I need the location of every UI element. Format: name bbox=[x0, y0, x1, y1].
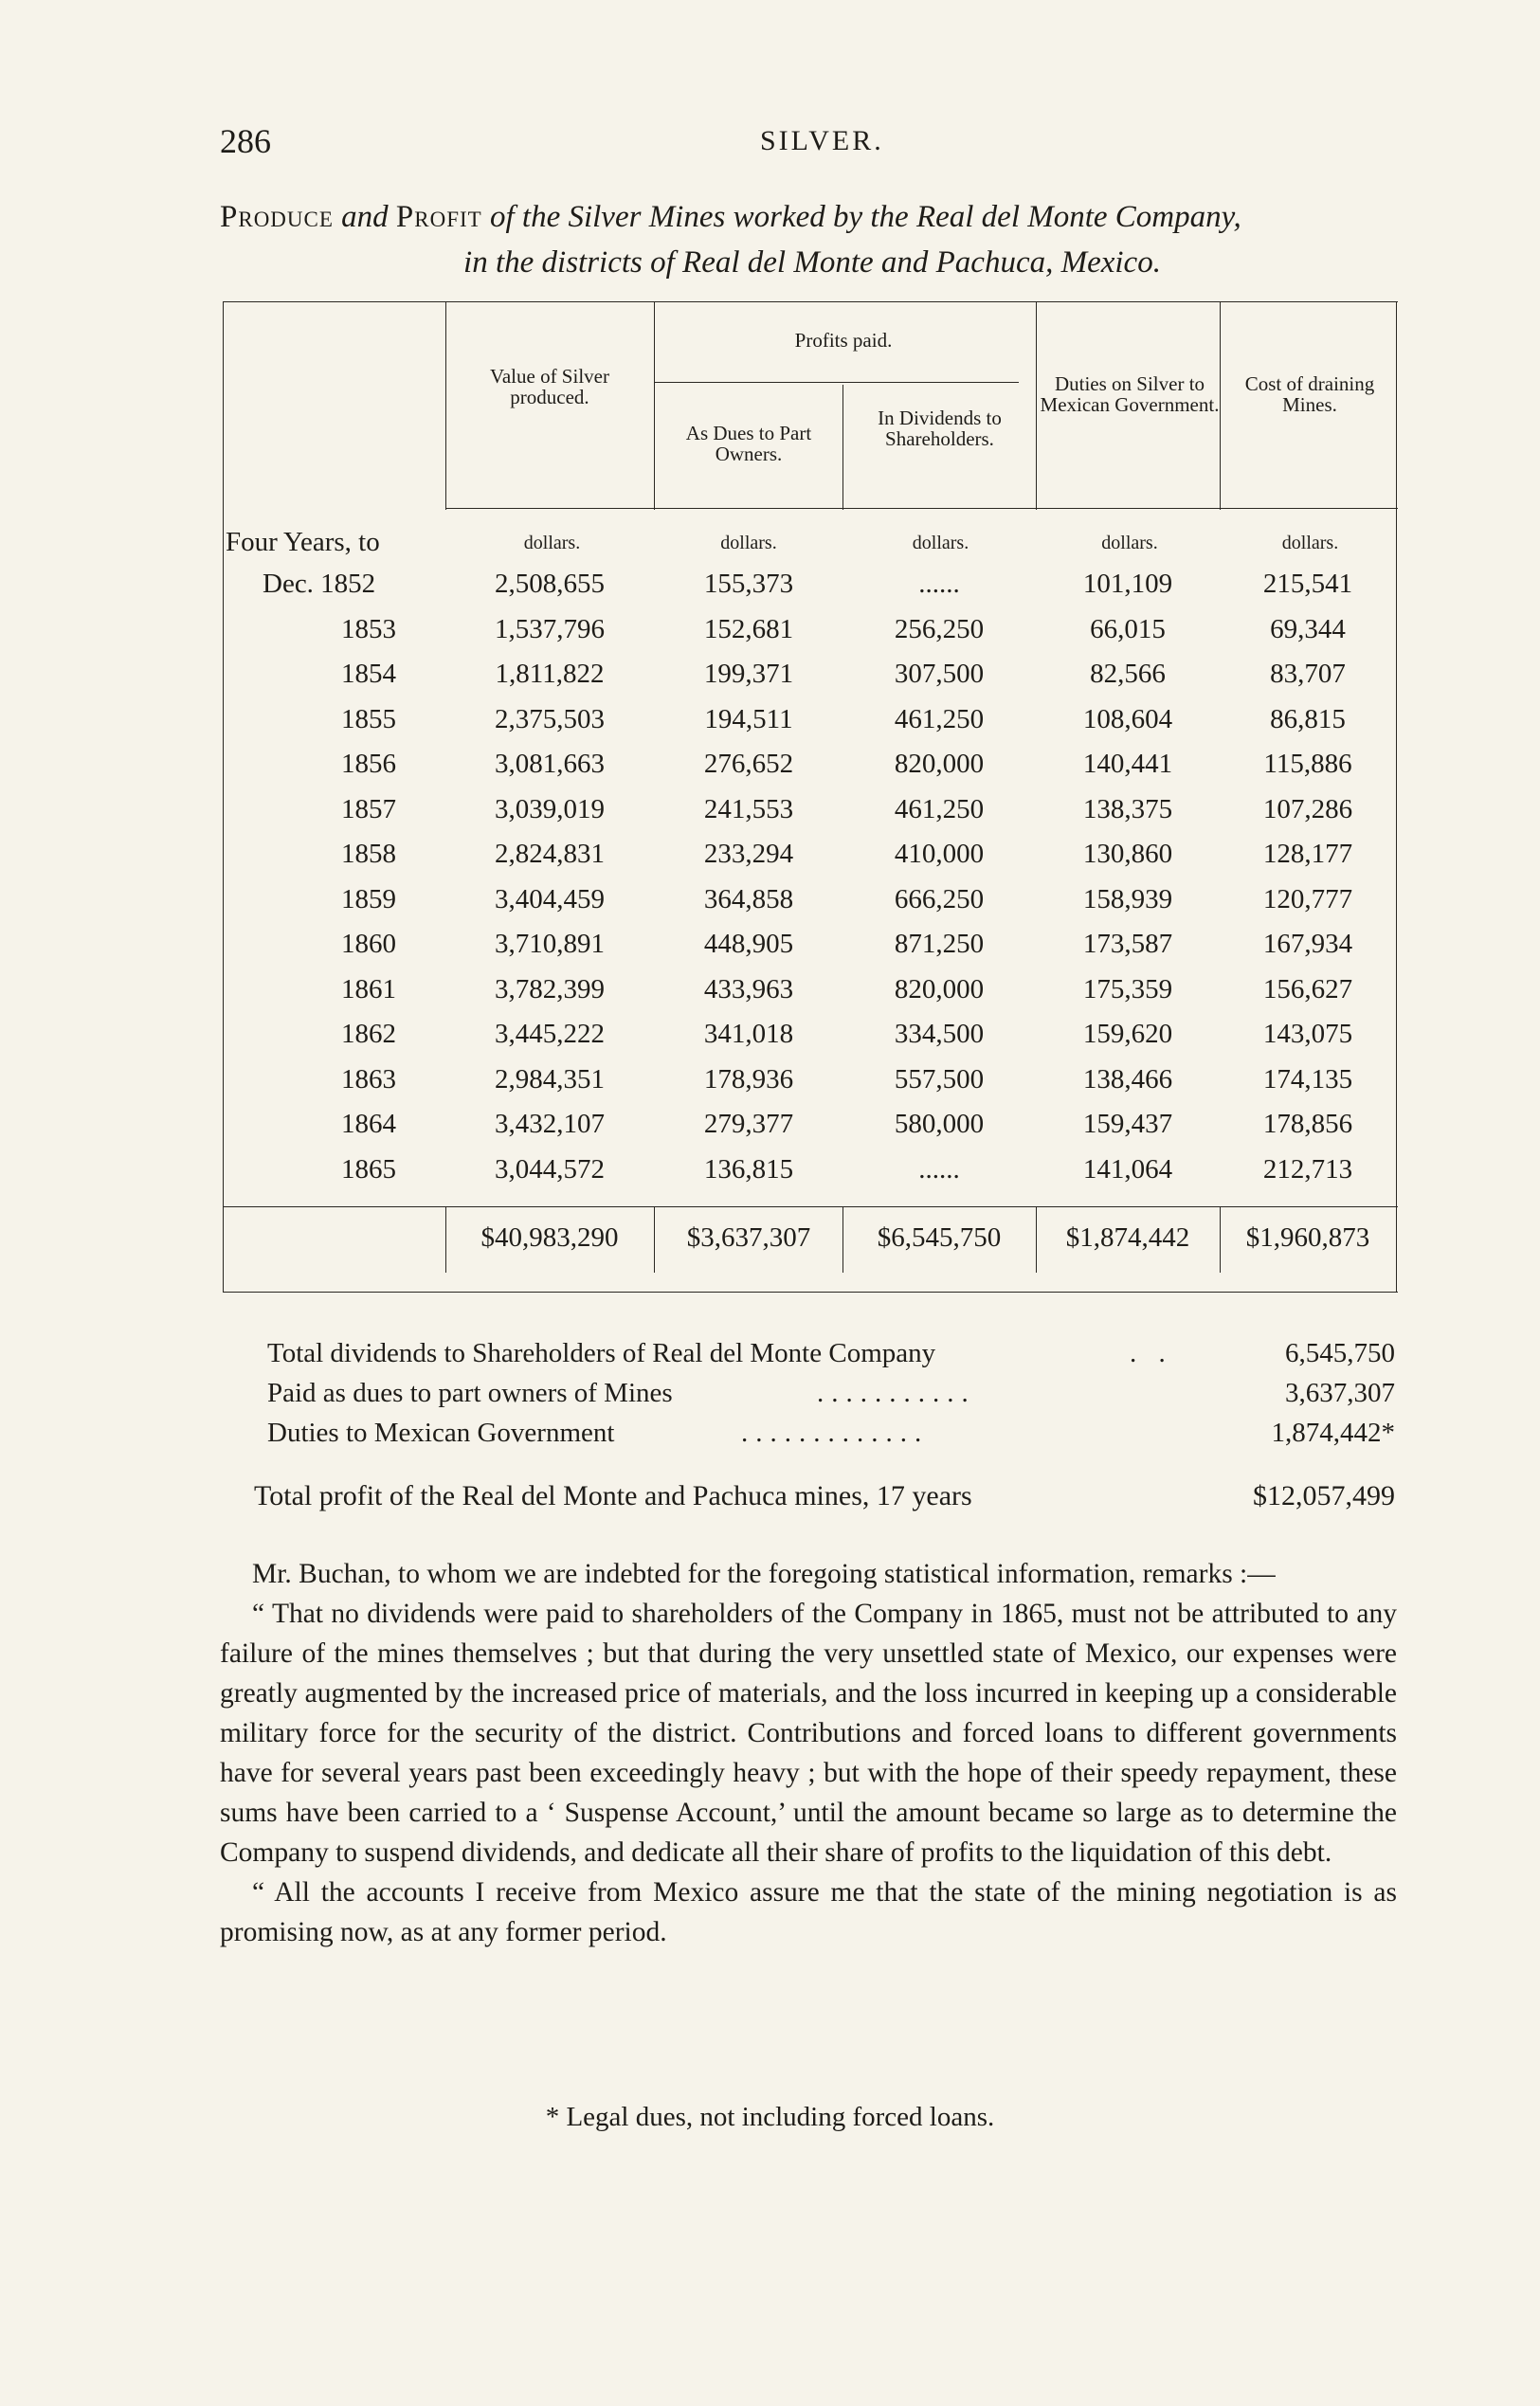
caption-word-profit: Profit bbox=[395, 200, 482, 234]
caption-line-2: in the districts of Real del Monte and Pachuca, Mexico. bbox=[463, 245, 1161, 280]
summary-amount: 6,545,750 bbox=[1285, 1338, 1395, 1368]
total-dues: $3,637,307 bbox=[686, 1222, 811, 1253]
cell-dividends: 461,250 bbox=[894, 703, 985, 734]
cell-dividends: 871,250 bbox=[894, 929, 985, 959]
running-head bbox=[220, 121, 1395, 163]
cell-duties: 173,587 bbox=[1082, 929, 1173, 959]
unit-value: dollars. bbox=[523, 533, 581, 553]
running-title: SILVER. bbox=[760, 125, 884, 156]
cell-duties: 141,064 bbox=[1082, 1153, 1173, 1185]
row-year: 1853 bbox=[341, 613, 396, 644]
row-year: 1856 bbox=[341, 749, 396, 779]
cell-value: 2,824,831 bbox=[495, 839, 605, 869]
cell-duties: 140,441 bbox=[1082, 749, 1173, 779]
header-duties: Duties on Silver to Mexican Government. bbox=[1040, 372, 1220, 416]
row-year: 1863 bbox=[341, 1063, 396, 1094]
cell-dues: 194,511 bbox=[704, 703, 793, 734]
cell-duties: 158,939 bbox=[1082, 883, 1173, 914]
cell-dues: 178,936 bbox=[703, 1063, 794, 1094]
row-year: 1861 bbox=[341, 973, 396, 1004]
grand-total-amount: $12,057,499 bbox=[1253, 1480, 1395, 1511]
paragraph-1: Mr. Buchan, to whom we are indebted for the foregoing statistical information, remarks :— bbox=[252, 1559, 1276, 1589]
header-value: Value of Silver produced. bbox=[490, 365, 609, 408]
caption-word-produce: Produce bbox=[220, 200, 334, 234]
summary-line-1 bbox=[267, 1338, 1395, 1378]
cell-draining: 167,934 bbox=[1262, 929, 1353, 959]
cell-draining: 115,886 bbox=[1263, 749, 1352, 779]
cell-dividends: 666,250 bbox=[894, 883, 985, 914]
paragraph-2: “ That no dividends were paid to shareholders of the Company in 1865, must not be attributed to any failure of the mines themselves ; but that during the very unsettled state of Mexico, our expenses were greatly augmented by the increased price of materials, and the loss incurred in keeping up a considerable military force for the security of the district. Contributions and forced loans to different governments have for several years past been exceedingly heavy ; but with the hope of their speedy repayment, these sums have been carried to a ‘ Suspense Account,’ until the amount became so large as to determine the Company to suspend dividends, and dedicate all their share of profits to the liquidation of this debt. bbox=[220, 1599, 1397, 1868]
cell-value: 2,375,503 bbox=[495, 703, 605, 734]
summary-amount: 1,874,442* bbox=[1271, 1418, 1395, 1448]
cell-value: 3,710,891 bbox=[495, 929, 605, 959]
unit-dues: dollars. bbox=[720, 533, 777, 553]
cell-draining: 174,135 bbox=[1262, 1063, 1353, 1094]
cell-value: 1,537,796 bbox=[495, 613, 605, 644]
cell-draining: 120,777 bbox=[1262, 883, 1353, 914]
cell-dues: 233,294 bbox=[703, 839, 794, 869]
unit-draining: dollars. bbox=[1281, 533, 1339, 553]
row-year: 1862 bbox=[341, 1019, 396, 1049]
cell-draining: 83,707 bbox=[1270, 659, 1346, 689]
cell-value: 3,044,572 bbox=[495, 1153, 605, 1185]
cell-duties: 101,109 bbox=[1082, 569, 1173, 599]
cell-dues: 279,377 bbox=[703, 1109, 794, 1139]
header-profits-paid: Profits paid. bbox=[794, 329, 893, 352]
footnote: * Legal dues, not including forced loans. bbox=[545, 2102, 995, 2132]
cell-dividends: ...... bbox=[918, 1153, 960, 1185]
cell-value: 3,782,399 bbox=[495, 973, 605, 1004]
cell-dividends: 256,250 bbox=[894, 613, 985, 644]
row-year: 1855 bbox=[341, 703, 396, 734]
cell-value: 2,984,351 bbox=[495, 1063, 605, 1094]
row-year: Dec. 1852 bbox=[263, 569, 376, 599]
cell-value: 3,445,222 bbox=[495, 1019, 605, 1049]
cell-value: 3,432,107 bbox=[495, 1109, 605, 1139]
cell-dividends: 557,500 bbox=[894, 1063, 985, 1094]
cell-draining: 143,075 bbox=[1262, 1019, 1353, 1049]
row-year: 1858 bbox=[341, 839, 396, 869]
unit-duties: dollars. bbox=[1101, 533, 1158, 553]
row-year: 1864 bbox=[341, 1109, 396, 1139]
summary-leader-dots: . . bbox=[1130, 1338, 1173, 1368]
summary-leader-dots: ............. bbox=[741, 1418, 930, 1448]
cell-value: 3,404,459 bbox=[495, 883, 605, 914]
summary-label: Paid as dues to part owners of Mines bbox=[267, 1378, 673, 1408]
cell-duties: 66,015 bbox=[1090, 613, 1166, 644]
row-year: 1859 bbox=[341, 883, 396, 914]
row-year: 1854 bbox=[341, 659, 396, 689]
cell-dues: 155,373 bbox=[703, 569, 794, 599]
unit-dividends: dollars. bbox=[912, 533, 969, 553]
cell-dues: 241,553 bbox=[703, 793, 794, 824]
caption-line-1 bbox=[220, 194, 1404, 240]
paragraph-3: “ All the accounts I receive from Mexico assure me that the state of the mining negotiation is as promising now, as at any former period. bbox=[220, 1877, 1397, 1947]
cell-duties: 159,437 bbox=[1082, 1109, 1173, 1139]
cell-draining: 156,627 bbox=[1262, 973, 1353, 1004]
cell-dues: 341,018 bbox=[703, 1019, 794, 1049]
cell-duties: 82,566 bbox=[1090, 659, 1166, 689]
header-as-dues: As Dues to Part Owners. bbox=[685, 422, 812, 465]
cell-dues: 448,905 bbox=[703, 929, 794, 959]
cell-draining: 212,713 bbox=[1262, 1153, 1353, 1185]
row-year: 1857 bbox=[341, 793, 396, 824]
cell-dividends: 820,000 bbox=[894, 973, 985, 1004]
summary-leader-dots: ........... bbox=[817, 1378, 976, 1408]
cell-duties: 175,359 bbox=[1082, 973, 1173, 1004]
caption-word-and: and bbox=[341, 200, 389, 234]
row-year: 1865 bbox=[341, 1153, 396, 1185]
cell-duties: 159,620 bbox=[1082, 1019, 1173, 1049]
cell-dividends: 410,000 bbox=[894, 839, 985, 869]
grand-total-label: Total profit of the Real del Monte and Pachuca mines, 17 years bbox=[254, 1480, 972, 1511]
cell-dues: 276,652 bbox=[703, 749, 794, 779]
cell-draining: 86,815 bbox=[1270, 703, 1346, 734]
cell-duties: 138,466 bbox=[1082, 1063, 1173, 1094]
cell-duties: 130,860 bbox=[1082, 839, 1173, 869]
cell-draining: 107,286 bbox=[1262, 793, 1353, 824]
page-number: 286 bbox=[220, 122, 271, 160]
summary-label: Total dividends to Shareholders of Real del Monte Company bbox=[267, 1338, 936, 1368]
total-dividends: $6,545,750 bbox=[877, 1222, 1002, 1253]
header-draining: Cost of draining Mines. bbox=[1244, 372, 1375, 416]
cell-dues: 136,815 bbox=[703, 1153, 794, 1185]
total-draining: $1,960,873 bbox=[1245, 1222, 1370, 1253]
produce-profit-table bbox=[223, 301, 1398, 1292]
header-dividends: In Dividends to Shareholders. bbox=[878, 407, 1002, 450]
cell-dividends: 334,500 bbox=[894, 1019, 985, 1049]
cell-dues: 433,963 bbox=[703, 973, 794, 1004]
row-label-heading: Four Years, to bbox=[226, 527, 380, 557]
cell-value: 2,508,655 bbox=[495, 569, 605, 599]
cell-dividends: ...... bbox=[918, 569, 960, 599]
cell-dues: 152,681 bbox=[703, 613, 794, 644]
cell-duties: 138,375 bbox=[1082, 793, 1173, 824]
cell-duties: 108,604 bbox=[1082, 703, 1173, 734]
cell-value: 3,081,663 bbox=[495, 749, 605, 779]
cell-dividends: 580,000 bbox=[894, 1109, 985, 1139]
cell-draining: 69,344 bbox=[1270, 613, 1346, 644]
commentary bbox=[220, 1554, 1397, 1952]
cell-value: 3,039,019 bbox=[495, 793, 605, 824]
summary-label: Duties to Mexican Government bbox=[267, 1418, 615, 1448]
cell-draining: 178,856 bbox=[1262, 1109, 1353, 1139]
cell-draining: 128,177 bbox=[1262, 839, 1353, 869]
cell-value: 1,811,822 bbox=[495, 659, 605, 689]
cell-dues: 364,858 bbox=[703, 883, 794, 914]
cell-dividends: 461,250 bbox=[894, 793, 985, 824]
cell-draining: 215,541 bbox=[1262, 569, 1353, 599]
table-caption bbox=[220, 194, 1404, 285]
summary-line-2 bbox=[267, 1378, 1395, 1418]
caption-line-1-rest: of the Silver Mines worked by the Real del Monte Company, bbox=[489, 200, 1241, 234]
summary-line-3 bbox=[267, 1418, 1395, 1457]
cell-dividends: 820,000 bbox=[894, 749, 985, 779]
cell-dues: 199,371 bbox=[703, 659, 794, 689]
total-duties: $1,874,442 bbox=[1065, 1222, 1190, 1253]
total-value: $40,983,290 bbox=[480, 1222, 619, 1253]
row-year: 1860 bbox=[341, 929, 396, 959]
summary-amount: 3,637,307 bbox=[1285, 1378, 1395, 1408]
cell-dividends: 307,500 bbox=[894, 659, 985, 689]
